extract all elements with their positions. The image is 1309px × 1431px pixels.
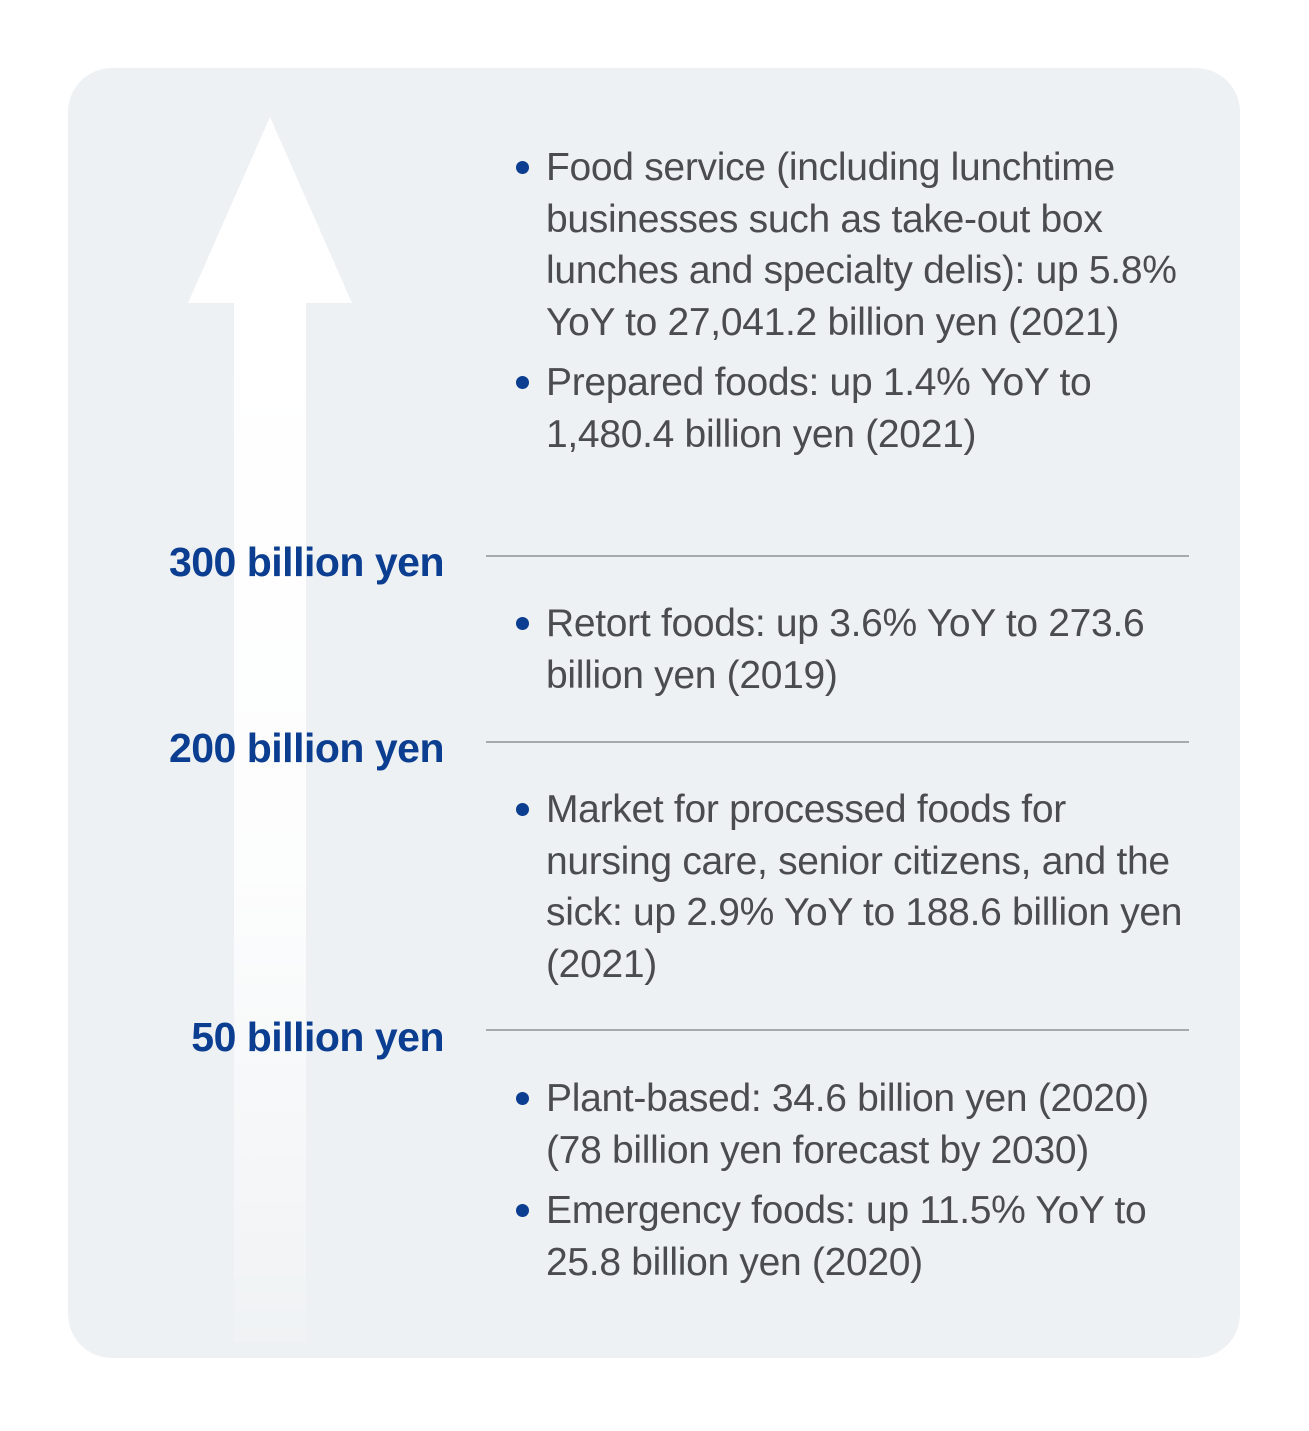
list-item: [516, 784, 1196, 990]
list-item: [516, 142, 1196, 348]
bullet-icon: [516, 617, 529, 630]
level-label-300-billion: 300 billion yen: [168, 539, 444, 585]
list-item: [516, 598, 1196, 701]
bullet-icon: [516, 1204, 529, 1217]
bullet-icon: [516, 161, 529, 174]
divider-200-billion: [486, 741, 1189, 743]
item-text: Market for processed foods for nursing care, senior citizens, and the sick: up 2.9% YoY to 188.6 billion yen (2021): [546, 788, 1183, 986]
group-above-300-billion: [516, 142, 1196, 469]
item-text: Prepared foods: up 1.4% YoY to 1,480.4 billion yen (2021): [546, 361, 1092, 456]
item-text: Retort foods: up 3.6% YoY to 273.6 billion yen (2019): [546, 602, 1145, 697]
level-label-50-billion: 50 billion yen: [191, 1014, 444, 1060]
level-label-200-billion: 200 billion yen: [168, 725, 444, 771]
item-text: Emergency foods: up 11.5% YoY to 25.8 billion yen (2020): [546, 1189, 1147, 1284]
list-item: [516, 1185, 1196, 1288]
divider-300-billion: [486, 555, 1189, 557]
bullet-icon: [516, 376, 529, 389]
bullet-icon: [516, 803, 529, 816]
list-item: [516, 357, 1196, 460]
group-200-to-300-billion: [516, 598, 1196, 710]
bullet-icon: [516, 1092, 529, 1105]
divider-50-billion: [486, 1029, 1189, 1031]
group-50-to-200-billion: [516, 784, 1196, 999]
list-item: [516, 1073, 1196, 1176]
group-below-50-billion: [516, 1073, 1196, 1297]
item-text: Food service (including lunchtime businesses such as take-out box lunches and specialty delis): up 5.8% YoY to 27,041.2 billion yen (2021): [546, 146, 1177, 344]
item-text: Plant-based: 34.6 billion yen (2020) (78 billion yen forecast by 2030): [546, 1077, 1149, 1172]
